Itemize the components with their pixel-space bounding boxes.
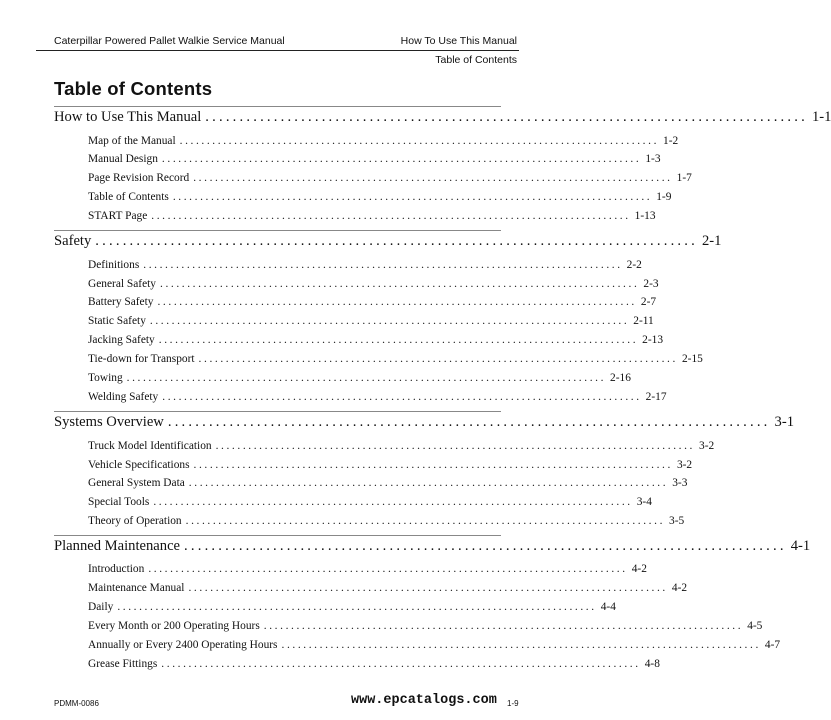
toc-entry-label: START Page: [88, 210, 148, 222]
toc-entry-page: 3-5: [669, 515, 685, 527]
leader-dots: ........................................................................................: [160, 278, 640, 290]
leader-dots: ........................................................................................: [263, 620, 744, 632]
toc-entry-page: 1-2: [663, 135, 679, 147]
toc-entry-label: General Safety: [88, 278, 156, 290]
leader-dots: ........................................................................................: [162, 391, 642, 403]
toc-section-planned-maintenance[interactable]: [54, 538, 811, 555]
leader-dots: ........................................................................................: [158, 334, 639, 346]
leader-dots: ........................................................................................: [185, 515, 666, 527]
footer-page-number: 1-9: [507, 699, 519, 708]
leader-dots: ........................................................................................: [172, 191, 653, 203]
toc-section-safety[interactable]: [54, 233, 722, 250]
toc-entry[interactable]: [88, 153, 661, 165]
toc-entry-label: Towing: [88, 372, 123, 384]
leader-dots: ........................................................................................: [188, 477, 669, 489]
section-rule: [54, 230, 501, 231]
toc-entry-page: 3-4: [636, 496, 652, 508]
toc-entry-label: Vehicle Specifications: [88, 459, 190, 471]
toc-entry-page: 2-11: [633, 315, 654, 327]
toc-entry[interactable]: [88, 259, 642, 271]
toc-section-label: Safety: [54, 233, 92, 249]
leader-dots: ........................................................................................: [151, 210, 631, 222]
toc-entry[interactable]: [88, 372, 631, 384]
footer-doc-code: PDMM-0086: [54, 699, 99, 708]
toc-entry-label: Welding Safety: [88, 391, 159, 403]
footer-watermark: www.epcatalogs.com: [351, 693, 497, 708]
toc-entry-page: 2-2: [626, 259, 642, 271]
leader-dots: ........................................................................................: [126, 372, 607, 384]
toc-entry[interactable]: [88, 563, 647, 575]
toc-section-how-to-use[interactable]: [54, 109, 831, 126]
toc-entry-label: Jacking Safety: [88, 334, 155, 346]
toc-entry[interactable]: [88, 334, 664, 346]
toc-entry[interactable]: [88, 391, 667, 403]
leader-dots: ........................................................................................: [95, 233, 698, 249]
toc-entry-label: Static Safety: [88, 315, 146, 327]
toc-entry[interactable]: [88, 296, 657, 308]
toc-entry[interactable]: [88, 601, 616, 613]
toc-entry-label: Every Month or 200 Operating Hours: [88, 620, 260, 632]
toc-entry[interactable]: [88, 440, 715, 452]
toc-entry[interactable]: [88, 135, 679, 147]
toc-entry-label: Annually or Every 2400 Operating Hours: [88, 639, 278, 651]
toc-entry-page: 2-3: [643, 278, 659, 290]
toc-entry-label: Tie-down for Transport: [88, 353, 195, 365]
toc-entry-page: 2-13: [642, 334, 664, 346]
toc-entry-page: 3-2: [699, 440, 715, 452]
leader-dots: ........................................................................................: [188, 582, 668, 594]
leader-dots: ........................................................................................: [143, 259, 623, 271]
section-rule: [54, 106, 501, 107]
toc-entry-label: Table of Contents: [88, 191, 169, 203]
leader-dots: ........................................................................................: [198, 353, 678, 365]
toc-entry-page: 1-9: [656, 191, 672, 203]
toc-entry-label: Manual Design: [88, 153, 158, 165]
header-rule: [36, 50, 519, 51]
toc-entry-page: 2-7: [640, 296, 657, 308]
toc-entry-label: Truck Model Identification: [88, 440, 212, 452]
toc-entry[interactable]: [88, 210, 656, 222]
leader-dots: ........................................................................................: [281, 639, 761, 651]
toc-entry-page: 2-17: [645, 391, 667, 403]
leader-dots: ........................................................................................: [215, 440, 695, 452]
toc-entry-page: 4-2: [631, 563, 647, 575]
leader-dots: ........................................................................................: [153, 496, 633, 508]
leader-dots: ........................................................................................: [193, 459, 673, 471]
toc-entry-label: Introduction: [88, 563, 145, 575]
toc-section-label: Planned Maintenance: [54, 538, 181, 554]
toc-entry[interactable]: [88, 172, 692, 184]
toc-entry-label: Grease Fittings: [88, 658, 158, 670]
toc-entry[interactable]: [88, 639, 781, 651]
toc-entry-label: Maintenance Manual: [88, 582, 185, 594]
toc-entry[interactable]: [88, 315, 654, 327]
toc-section-systems-overview[interactable]: [54, 414, 794, 431]
toc-entry[interactable]: [88, 477, 688, 489]
toc-entry[interactable]: [88, 496, 652, 508]
toc-entry-page: 4-7: [764, 639, 781, 651]
section-rule: [54, 411, 501, 412]
toc-section-page: 2-1: [701, 233, 722, 249]
toc-entry-page: 3-3: [672, 477, 688, 489]
toc-section-page: 1-1: [811, 109, 831, 125]
leader-dots: ........................................................................................: [193, 172, 673, 184]
toc-entry[interactable]: [88, 515, 685, 527]
toc-entry[interactable]: [88, 191, 672, 203]
toc-entry-page: 1-13: [634, 210, 656, 222]
toc-entry[interactable]: [88, 620, 763, 632]
leader-dots: ........................................................................................: [149, 315, 630, 327]
toc-entry-label: Page Revision Record: [88, 172, 190, 184]
toc-entry-page: 2-15: [681, 353, 703, 365]
toc-entry-page: 4-2: [671, 582, 688, 594]
leader-dots: ........................................................................................: [179, 135, 660, 147]
header-right-title: How To Use This Manual: [400, 35, 517, 47]
page-title: Table of Contents: [54, 78, 213, 99]
toc-entry-page: 4-4: [600, 601, 616, 613]
toc-section-page: 3-1: [774, 414, 794, 430]
leader-dots: ........................................................................................: [117, 601, 597, 613]
leader-dots: ........................................................................................: [184, 538, 787, 554]
toc-section-page: 4-1: [790, 538, 811, 554]
toc-entry[interactable]: [88, 278, 659, 290]
leader-dots: ........................................................................................: [161, 153, 642, 165]
section-rule: [54, 535, 501, 536]
toc-entry-label: Special Tools: [88, 496, 150, 508]
leader-dots: ........................................................................................: [161, 658, 641, 670]
toc-entry-page: 1-7: [676, 172, 692, 184]
toc-section-label: How to Use This Manual: [54, 109, 202, 125]
toc-entry-page: 2-16: [610, 372, 631, 384]
leader-dots: ........................................................................................: [148, 563, 628, 575]
toc-entry-label: Battery Safety: [88, 296, 154, 308]
toc-section-label: Systems Overview: [54, 414, 164, 430]
toc-entry-page: 4-5: [747, 620, 763, 632]
leader-dots: ........................................................................................: [205, 109, 808, 125]
toc-entry-label: Daily: [88, 601, 114, 613]
toc-entry[interactable]: [88, 353, 703, 365]
toc-entry-page: 1-3: [645, 153, 661, 165]
leader-dots: ........................................................................................: [157, 296, 637, 308]
toc-entry-label: General System Data: [88, 477, 185, 489]
header-left-title: Caterpillar Powered Pallet Walkie Service Manual: [54, 35, 285, 47]
toc-entry-label: Definitions: [88, 259, 140, 271]
toc-entry-page: 3-2: [676, 459, 693, 471]
header-right-subtitle: Table of Contents: [435, 54, 517, 66]
toc-entry-page: 4-8: [644, 658, 660, 670]
leader-dots: ........................................................................................: [167, 414, 771, 430]
toc-entry-label: Map of the Manual: [88, 135, 176, 147]
toc-entry-label: Theory of Operation: [88, 515, 182, 527]
toc-entry[interactable]: [88, 459, 693, 471]
toc-entry[interactable]: [88, 658, 660, 670]
toc-entry[interactable]: [88, 582, 688, 594]
